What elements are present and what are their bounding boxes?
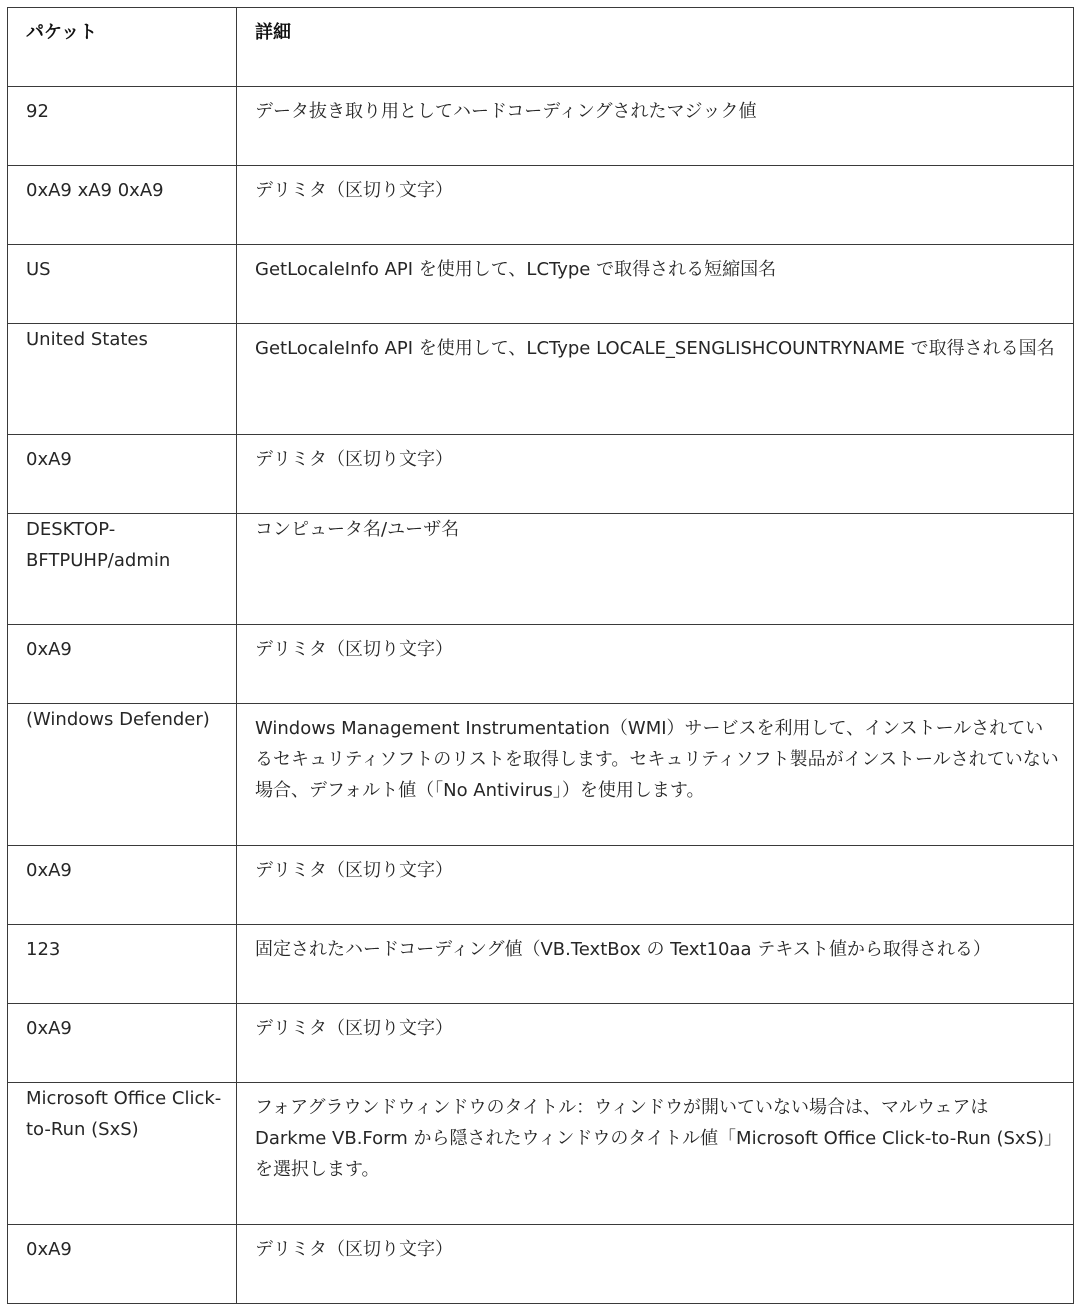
packet-value: DESKTOP-BFTPUHP/admin <box>26 519 171 571</box>
packet-value: US <box>26 259 51 280</box>
packet-value: 0xA9 <box>26 1239 72 1260</box>
table-row <box>8 1083 1074 1225</box>
packet-cell <box>8 1004 237 1083</box>
table-row <box>8 625 1074 704</box>
packet-value: 0xA9 <box>26 639 72 660</box>
packet-value: 0xA9 <box>26 449 72 470</box>
table-header-row <box>8 8 1074 87</box>
detail-text: デリミタ（区切り文字） <box>255 860 453 881</box>
packet-value: 0xA9 <box>26 1018 72 1039</box>
packet-value: 0xA9 xA9 0xA9 <box>26 180 164 201</box>
detail-cell <box>237 704 1074 846</box>
table-row <box>8 704 1074 846</box>
header-detail-label: 詳細 <box>255 22 291 43</box>
detail-cell <box>237 166 1074 245</box>
detail-text: デリミタ（区切り文字） <box>255 1018 453 1039</box>
detail-text: デリミタ（区切り文字） <box>255 449 453 470</box>
packet-value: United States <box>26 329 148 350</box>
header-cell-detail <box>237 8 1074 87</box>
packet-value: Microsoft Office Click-to-Run (SxS) <box>26 1088 222 1140</box>
detail-text: GetLocaleInfo API を使用して、LCType で取得される短縮国名 <box>255 259 777 280</box>
table-row <box>8 846 1074 925</box>
packet-cell <box>8 846 237 925</box>
detail-cell <box>237 514 1074 625</box>
packet-cell <box>8 925 237 1004</box>
packet-cell <box>8 166 237 245</box>
detail-text: フォアグラウンドウィンドウのタイトル：ウィンドウが開いていない場合は、マルウェアは Darkme VB.Form から隠されたウィンドウのタイトル値「Microsoft Office Click-to-Run (SxS)」を選択します。 <box>255 1097 1054 1180</box>
detail-cell <box>237 625 1074 704</box>
packet-value: 0xA9 <box>26 860 72 881</box>
detail-text: データ抜き取り用としてハードコーディングされたマジック値 <box>255 101 757 122</box>
packet-cell <box>8 435 237 514</box>
packet-cell <box>8 625 237 704</box>
detail-text: デリミタ（区切り文字） <box>255 1239 453 1260</box>
packet-cell <box>8 1225 237 1304</box>
detail-cell <box>237 435 1074 514</box>
table-row <box>8 925 1074 1004</box>
header-cell-packet <box>8 8 237 87</box>
packet-value: 92 <box>26 101 49 122</box>
detail-cell <box>237 846 1074 925</box>
packet-cell <box>8 514 237 625</box>
packet-cell <box>8 245 237 324</box>
detail-text: デリミタ（区切り文字） <box>255 639 453 660</box>
table-row <box>8 87 1074 166</box>
packet-cell <box>8 324 237 435</box>
detail-text: GetLocaleInfo API を使用して、LCType LOCALE_SENGLISHCOUNTRYNAME で取得される国名 <box>255 338 1055 359</box>
header-packet-label: パケット <box>26 22 98 43</box>
detail-text: デリミタ（区切り文字） <box>255 180 453 201</box>
table-row <box>8 1225 1074 1304</box>
detail-text: コンピュータ名/ユーザ名 <box>255 519 460 540</box>
packet-detail-table <box>7 7 1074 1304</box>
detail-cell <box>237 1083 1074 1225</box>
packet-value: (Windows Defender) <box>26 709 210 730</box>
table-row <box>8 166 1074 245</box>
detail-cell <box>237 324 1074 435</box>
packet-cell <box>8 704 237 846</box>
detail-text: Windows Management Instrumentation（WMI）サービスを利用して、インストールされているセキュリティソフトのリストを取得します。セキュリティソフト製品がインストールされていない場合、デフォルト値（「No Antivirus」）を使用します。 <box>255 718 1059 801</box>
detail-cell <box>237 87 1074 166</box>
detail-cell <box>237 925 1074 1004</box>
packet-cell <box>8 87 237 166</box>
table-row <box>8 1004 1074 1083</box>
detail-text: 固定されたハードコーディング値（VB.TextBox の Text10aa テキスト値から取得される） <box>255 939 991 960</box>
table-row <box>8 435 1074 514</box>
detail-cell <box>237 1225 1074 1304</box>
packet-value: 123 <box>26 939 61 960</box>
table-row <box>8 514 1074 625</box>
packet-cell <box>8 1083 237 1225</box>
detail-cell <box>237 245 1074 324</box>
table-row <box>8 324 1074 435</box>
detail-cell <box>237 1004 1074 1083</box>
table-row <box>8 245 1074 324</box>
